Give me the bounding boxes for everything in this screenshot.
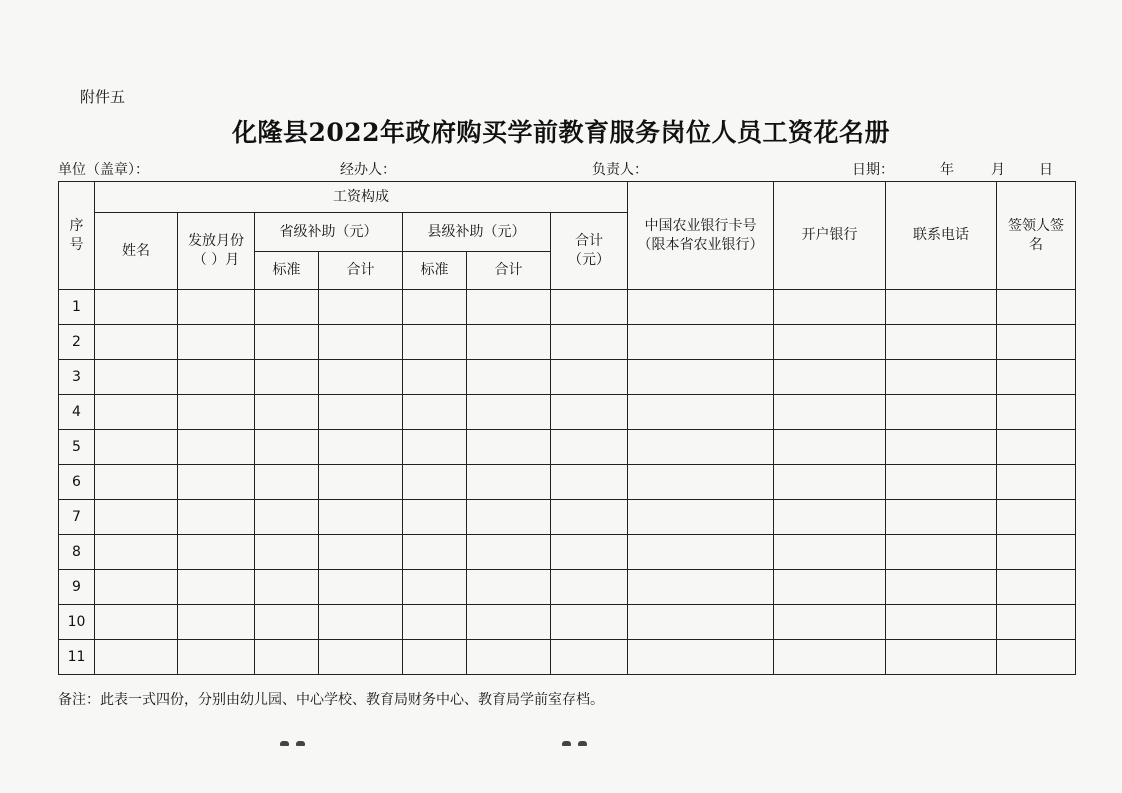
blank-cell[interactable] [886,395,997,430]
blank-cell[interactable] [95,535,178,570]
header-abc-card: 中国农业银行卡号 （限本省农业银行） [628,182,774,290]
table-row [59,640,1076,675]
blank-cell[interactable] [467,325,551,360]
blank-cell[interactable] [319,395,403,430]
blank-cell[interactable] [255,325,319,360]
blank-cell[interactable] [255,640,319,675]
blank-cell[interactable] [95,640,178,675]
blank-cell[interactable] [997,500,1076,535]
date-month: 月 [991,162,1005,178]
blank-cell[interactable] [997,290,1076,325]
blank-cell[interactable] [255,290,319,325]
blank-cell[interactable] [95,325,178,360]
blank-cell[interactable] [178,605,255,640]
blank-cell[interactable] [774,325,886,360]
blank-cell[interactable] [95,290,178,325]
salary-roster-table [58,181,1076,675]
row-number: 8 [59,535,95,570]
blank-cell[interactable] [467,430,551,465]
blank-cell[interactable] [178,570,255,605]
blank-cell[interactable] [774,605,886,640]
blank-cell[interactable] [403,605,467,640]
blank-cell[interactable] [467,535,551,570]
blank-cell[interactable] [255,465,319,500]
document-title: 化隆县2022年政府购买学前教育服务岗位人员工资花名册 [231,118,891,147]
binding-mark [562,738,590,746]
blank-cell[interactable] [886,465,997,500]
blank-cell[interactable] [997,605,1076,640]
blank-cell[interactable] [255,500,319,535]
owner-label: 负责人： [592,162,648,178]
blank-cell[interactable] [628,640,774,675]
blank-cell[interactable] [467,570,551,605]
blank-cell[interactable] [319,640,403,675]
handler-label: 经办人： [340,162,396,178]
blank-cell[interactable] [319,570,403,605]
table-row [59,535,1076,570]
blank-cell[interactable] [95,395,178,430]
blank-cell[interactable] [997,395,1076,430]
blank-cell[interactable] [403,430,467,465]
blank-cell[interactable] [95,500,178,535]
blank-cell[interactable] [551,395,628,430]
blank-cell[interactable] [403,465,467,500]
row-number: 5 [59,430,95,465]
header-pay-month: 发放月份 （ ）月 [178,213,255,290]
blank-cell[interactable] [997,535,1076,570]
blank-cell[interactable] [551,360,628,395]
blank-cell[interactable] [178,465,255,500]
blank-cell[interactable] [319,465,403,500]
blank-cell[interactable] [997,465,1076,500]
table-row [59,430,1076,465]
blank-cell[interactable] [886,605,997,640]
row-number: 7 [59,500,95,535]
row-number: 9 [59,570,95,605]
blank-cell[interactable] [403,290,467,325]
blank-cell[interactable] [628,500,774,535]
header-seq: 序 号 [59,182,95,290]
blank-cell[interactable] [628,360,774,395]
blank-cell[interactable] [551,570,628,605]
blank-cell[interactable] [467,605,551,640]
header-name: 姓名 [95,213,178,290]
blank-cell[interactable] [628,325,774,360]
blank-cell[interactable] [255,395,319,430]
header-county-standard: 标准 [403,252,467,290]
blank-cell[interactable] [886,640,997,675]
blank-cell[interactable] [255,360,319,395]
date-day: 日 [1039,162,1053,178]
unit-label: 单位（盖章）： [58,162,149,178]
blank-cell[interactable] [178,395,255,430]
blank-cell[interactable] [178,430,255,465]
blank-cell[interactable] [255,430,319,465]
blank-cell[interactable] [319,605,403,640]
header-province-subtotal: 合计 [319,252,403,290]
row-number: 2 [59,325,95,360]
blank-cell[interactable] [95,360,178,395]
table-row [59,290,1076,325]
row-number: 4 [59,395,95,430]
blank-cell[interactable] [886,570,997,605]
blank-cell[interactable] [178,360,255,395]
blank-cell[interactable] [403,395,467,430]
header-signature: 签领人签 名 [997,182,1076,290]
binding-mark [280,738,308,746]
blank-cell[interactable] [467,500,551,535]
blank-cell[interactable] [551,325,628,360]
blank-cell[interactable] [178,290,255,325]
blank-cell[interactable] [467,465,551,500]
footer-note: 备注：此表一式四份，分别由幼儿园、中心学校、教育局财务中心、教育局学前室存档。 [58,692,604,708]
row-number: 6 [59,465,95,500]
blank-cell[interactable] [774,640,886,675]
blank-cell[interactable] [467,395,551,430]
blank-cell[interactable] [319,500,403,535]
blank-cell[interactable] [178,640,255,675]
blank-cell[interactable] [997,640,1076,675]
blank-cell[interactable] [628,290,774,325]
header-salary-group: 工资构成 [95,182,628,213]
attachment-label: 附件五 [80,88,126,106]
blank-cell[interactable] [255,570,319,605]
blank-cell[interactable] [403,360,467,395]
blank-cell[interactable] [95,430,178,465]
blank-cell[interactable] [403,500,467,535]
blank-cell[interactable] [178,535,255,570]
blank-cell[interactable] [774,500,886,535]
blank-cell[interactable] [997,325,1076,360]
blank-cell[interactable] [628,535,774,570]
blank-cell[interactable] [467,360,551,395]
header-county-subsidy: 县级补助（元） [403,213,551,252]
header-phone: 联系电话 [886,182,997,290]
table-row [59,605,1076,640]
table-row [59,395,1076,430]
blank-cell[interactable] [997,570,1076,605]
date-label: 日期： [852,162,894,178]
row-number: 1 [59,290,95,325]
blank-cell[interactable] [319,535,403,570]
blank-cell[interactable] [319,430,403,465]
blank-cell[interactable] [628,465,774,500]
blank-cell[interactable] [551,605,628,640]
blank-cell[interactable] [95,465,178,500]
table-row [59,325,1076,360]
blank-cell[interactable] [628,570,774,605]
header-bank: 开户银行 [774,182,886,290]
blank-cell[interactable] [551,290,628,325]
blank-cell[interactable] [551,500,628,535]
blank-cell[interactable] [178,325,255,360]
blank-cell[interactable] [774,395,886,430]
blank-cell[interactable] [886,290,997,325]
blank-cell[interactable] [774,290,886,325]
blank-cell[interactable] [255,535,319,570]
blank-cell[interactable] [774,570,886,605]
blank-cell[interactable] [551,535,628,570]
blank-cell[interactable] [886,430,997,465]
blank-cell[interactable] [628,605,774,640]
header-province-standard: 标准 [255,252,319,290]
blank-cell[interactable] [255,605,319,640]
blank-cell[interactable] [628,395,774,430]
blank-cell[interactable] [886,360,997,395]
table-row [59,570,1076,605]
blank-cell[interactable] [997,360,1076,395]
blank-cell[interactable] [178,500,255,535]
blank-cell[interactable] [467,640,551,675]
table-row [59,465,1076,500]
blank-cell[interactable] [774,465,886,500]
blank-cell[interactable] [319,290,403,325]
table-row [59,500,1076,535]
blank-cell[interactable] [886,325,997,360]
blank-cell[interactable] [628,430,774,465]
blank-cell[interactable] [551,465,628,500]
blank-cell[interactable] [319,360,403,395]
blank-cell[interactable] [467,290,551,325]
blank-cell[interactable] [774,360,886,395]
header-county-subtotal: 合计 [467,252,551,290]
blank-cell[interactable] [997,430,1076,465]
blank-cell[interactable] [403,325,467,360]
header-province-subsidy: 省级补助（元） [255,213,403,252]
header-total: 合计 （元） [551,213,628,290]
date-year: 年 [940,162,954,178]
blank-cell[interactable] [886,500,997,535]
row-number: 3 [59,360,95,395]
blank-cell[interactable] [774,535,886,570]
blank-cell[interactable] [551,640,628,675]
blank-cell[interactable] [551,430,628,465]
row-number: 10 [59,605,95,640]
blank-cell[interactable] [403,640,467,675]
row-number: 11 [59,640,95,675]
blank-cell[interactable] [403,570,467,605]
blank-cell[interactable] [774,430,886,465]
blank-cell[interactable] [319,325,403,360]
blank-cell[interactable] [95,570,178,605]
blank-cell[interactable] [403,535,467,570]
roster-body [59,290,1076,675]
blank-cell[interactable] [95,605,178,640]
table-row [59,360,1076,395]
blank-cell[interactable] [886,535,997,570]
